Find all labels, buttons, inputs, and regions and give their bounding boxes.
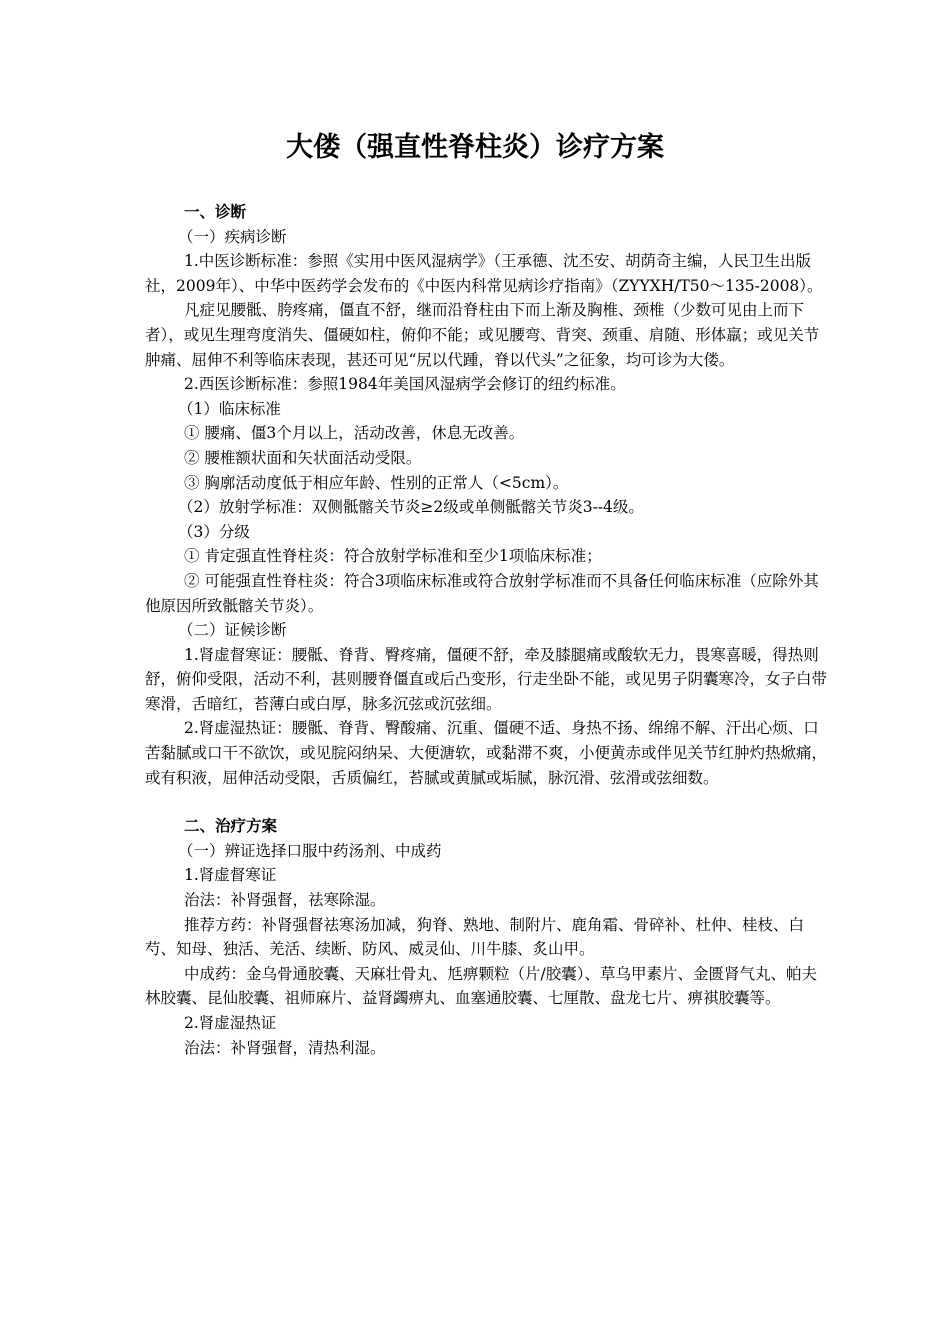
paragraph: 2.肾虚湿热证：腰骶、脊背、臀酸痛、沉重、僵硬不适、身热不扬、绵绵不解、汗出心烦、口苦黏腻或口干不欲饮，或见脘闷纳呆、大便溏软，或黏滞不爽，小便黄赤或伴见关节红肿灼热焮痛，或有积液，屈伸活动受限，舌质偏红，苔腻或黄腻或垢腻，脉沉滑、弦滑或弦细数。 bbox=[145, 719, 828, 787]
paragraph: 凡症见腰骶、胯疼痛，僵直不舒，继而沿脊柱由下而上渐及胸椎、颈椎（少数可见由上而下者），或见生理弯度消失、僵硬如柱，俯仰不能；或见腰弯、背突、颈重、肩随、形体羸；或见关节肿痛、屈伸不利等临床表现，甚还可见“尻以代踵，脊以代头”之征象，均可诊为大偻。 bbox=[145, 301, 820, 369]
paragraph: 治法：补肾强督，祛寒除湿。 bbox=[184, 891, 386, 910]
subsection-heading: （二）证候诊断 bbox=[178, 621, 287, 640]
list-item: ② 腰椎额状面和矢状面活动受限。 bbox=[184, 448, 422, 467]
list-item: ③ 胸廓活动度低于相应年龄、性别的正常人（<5cm）。 bbox=[184, 473, 569, 492]
subsection-heading: （一）疾病诊断 bbox=[178, 227, 287, 246]
section-heading-treatment: 二、治疗方案 bbox=[184, 817, 278, 836]
subsection-heading: （一）辨证选择口服中药汤剂、中成药 bbox=[178, 841, 442, 860]
paragraph: 治法：补肾强督，清热利湿。 bbox=[184, 1038, 386, 1057]
document-title: 大偻（强直性脊柱炎）诊疗方案 bbox=[286, 132, 664, 163]
paragraph: （2）放射学标准：双侧骶髂关节炎≥2级或单侧骶髂关节炎3--4级。 bbox=[178, 498, 644, 517]
section-spacer bbox=[145, 790, 830, 814]
list-item: ① 肯定强直性脊柱炎：符合放射学标准和至少1项临床标准； bbox=[184, 547, 602, 566]
paragraph: 1.中医诊断标准：参照《实用中医风湿病学》（王承德、沈丕安、胡荫奇主编，人民卫生出版社，2009年）、中华中医药学会发布的《中医内科常见病诊疗指南》（ZYYXH/T50～135-2008）。 bbox=[145, 252, 823, 295]
paragraph: 推荐方药：补肾强督祛寒汤加减，狗脊、熟地、制附片、鹿角霜、骨碎补、杜仲、桂枝、白芍、知母、独活、羌活、续断、防风、威灵仙、川牛膝、炙山甲。 bbox=[145, 915, 805, 959]
list-item: ① 腰痛、僵3个月以上，活动改善，休息无改善。 bbox=[184, 424, 525, 443]
document-body bbox=[145, 200, 830, 1060]
paragraph: 中成药：金乌骨通胶囊、天麻壮骨丸、尪痹颗粒（片/胶囊）、草乌甲素片、金匮肾气丸、帕夫林胶囊、昆仙胶囊、祖师麻片、益肾蠲痹丸、血塞通胶囊、七厘散、盘龙七片、痹祺胶囊等。 bbox=[145, 964, 817, 1008]
subsection-heading: （3）分级 bbox=[178, 522, 250, 541]
paragraph: 1.肾虚督寒证 bbox=[184, 866, 277, 885]
list-item: ② 可能强直性脊柱炎：符合3项临床标准或符合放射学标准而不具备任何临床标准（应除外其他原因所致骶髂关节炎）。 bbox=[145, 571, 819, 615]
section-heading-diagnosis: 一、诊断 bbox=[184, 203, 247, 221]
paragraph: 2.西医诊断标准：参照1984年美国风湿病学会修订的纽约标准。 bbox=[184, 375, 626, 394]
paragraph: 2.肾虚湿热证 bbox=[184, 1014, 277, 1032]
paragraph: 1.肾虚督寒证：腰骶、脊背、臀疼痛，僵硬不舒，牵及膝腿痛或酸软无力，畏寒喜暖，得热则舒，俯仰受限，活动不利，甚则腰脊僵直或后凸变形，行走坐卧不能，或见男子阴囊寒冷，女子白带寒滑，舌暗红，苔薄白或白厚，脉多沉弦或沉弦细。 bbox=[145, 645, 828, 713]
subsection-heading: （1）临床标准 bbox=[178, 399, 281, 418]
